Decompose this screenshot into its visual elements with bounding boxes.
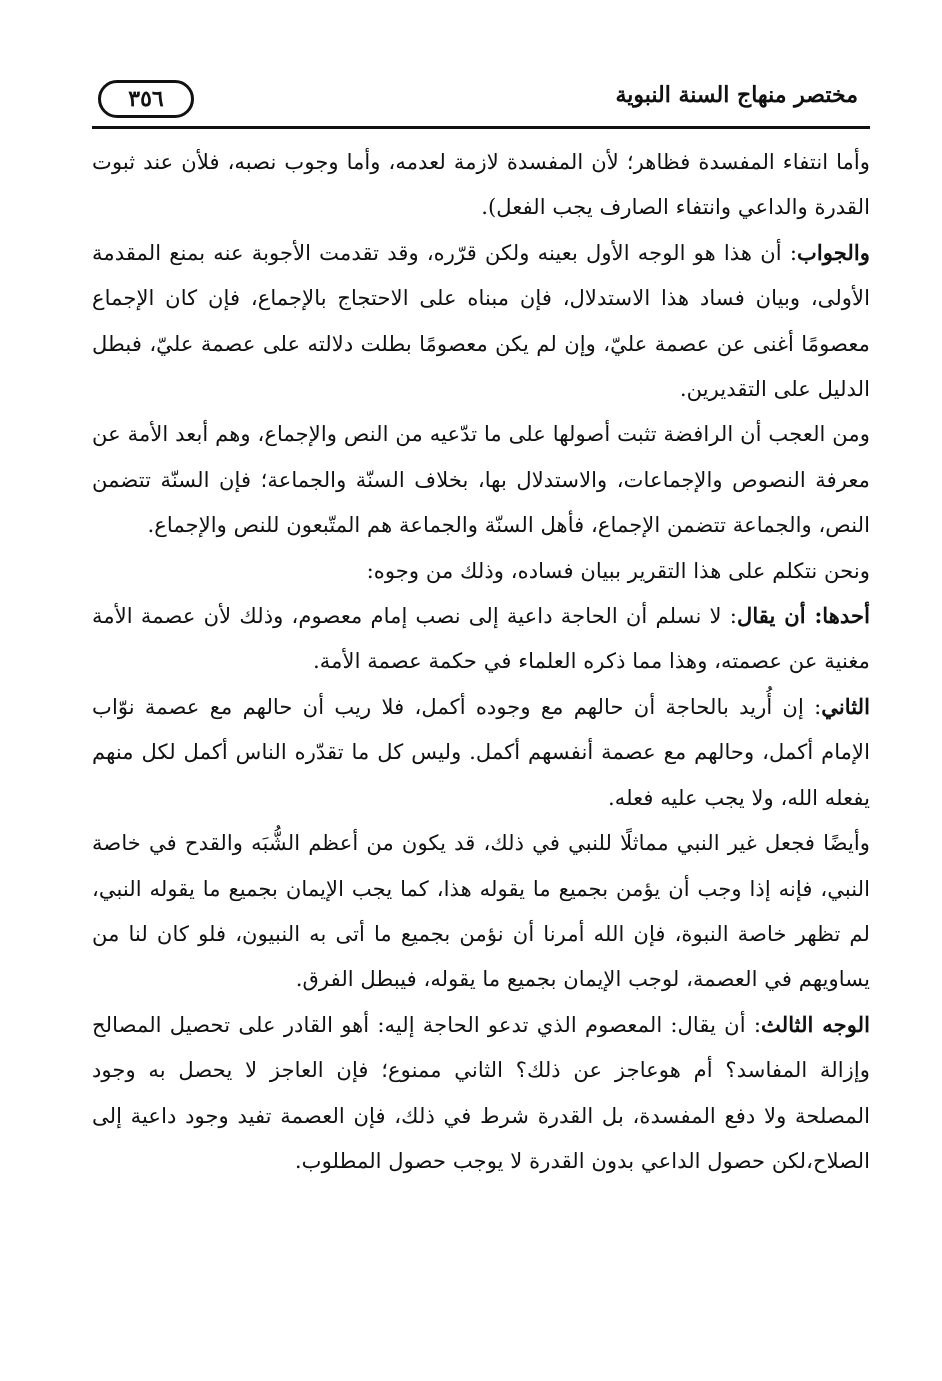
paragraph-text: وأيضًا فجعل غير النبي مماثلًا للنبي في ذلك، قد يكون من أعظم الشُّبَه والقدح في خاصة النبي، فإنه إذا وجب أن يؤمن بجميع ما يقوله هذا، كما يجب الإيمان بجميع ما يقوله النبي، لم تظهر خاصة النبوة، فإن الله أمرنا أن نؤمن بجميع ما أتى به النبيون، فلو كان لنا من يساويهم في العصمة، لوجب الإيمان بجميع ما يقوله، فيبطل الفرق. (92, 830, 870, 992)
paragraph-text: : لا نسلم أن الحاجة داعية إلى نصب إمام معصوم، وذلك لأن عصمة الأمة مغنية عن عصمته، وهذا مما ذكره العلماء في حكمة عصمة الأمة. (92, 603, 870, 674)
paragraph-lead: الثاني (821, 693, 870, 719)
paragraph (92, 548, 870, 593)
paragraph-lead: أحدها: أن يقال (736, 603, 870, 629)
page-header (92, 78, 870, 129)
paragraph-text: ومن العجب أن الرافضة تثبت أصولها على ما تدّعيه من النص والإجماع، وهم أبعد الأمة عن معرفة النصوص والإجماعات، والاستدلال بها، بخلاف السنّة والجماعة؛ فإن السنّة تتضمن النص، والجماعة تتضمن الإجماع، فأهل السنّة والجماعة هم المتّبعون للنص والإجماع. (92, 421, 870, 538)
paragraph-text: وأما انتفاء المفسدة فظاهر؛ لأن المفسدة لازمة لعدمه، وأما وجوب نصبه، فلأن عند ثبوت القدرة والداعي وانتفاء الصارف يجب الفعل). (92, 149, 870, 220)
paragraph (92, 820, 870, 1002)
paragraph (92, 593, 870, 684)
book-page (92, 78, 870, 1328)
paragraph-text: : إن أُريد بالحاجة أن حالهم مع وجوده أكمل، فلا ريب أن حالهم مع عصمة نوّاب الإمام أكمل، وحالهم مع عصمة أنفسهم أكمل. وليس كل ما تقدّره الناس أكمل لكل منهم يفعله الله، ولا يجب عليه فعله. (92, 693, 870, 810)
page-number: ٣٥٦ (128, 86, 164, 112)
paragraph-text: : أن هذا هو الوجه الأول بعينه ولكن قرّره، وقد تقدمت الأجوبة عنه بمنع المقدمة الأولى، وبيان فساد هذا الاستدلال، فإن مبناه على الاحتجاج بالإجماع، فإن كان الإجماع معصومًا أغنى عن عصمة عليّ، وإن لم يكن معصومًا بطلت دلالته على عصمة عليّ، فبطل الدليل على التقديرين. (92, 239, 870, 402)
paragraph-lead: والجواب (796, 239, 870, 265)
page-number-badge (98, 80, 194, 118)
paragraph-text: ونحن نتكلم على هذا التقرير ببيان فساده، وذلك من وجوه: (366, 557, 870, 583)
page-body (92, 139, 870, 1183)
paragraph-lead: الوجه الثالث (760, 1011, 870, 1037)
paragraph (92, 230, 870, 412)
book-title: مختصر منهاج السنة النبوية (615, 82, 858, 108)
paragraph (92, 1002, 870, 1184)
paragraph-text: : أن يقال: المعصوم الذي تدعو الحاجة إليه: أهو القادر على تحصيل المصالح وإزالة المفاسد؟ أم هوعاجز عن ذلك؟ الثاني ممنوع؛ فإن العاجز لا يحصل به وجود المصلحة ولا دفع المفسدة، بل القدرة شرط في ذلك، فإن العصمة تفيد وجود داعية إلى الصلاح،لكن حصول الداعي بدون القدرة لا يوجب حصول المطلوب. (92, 1011, 870, 1173)
paragraph (92, 411, 870, 547)
paragraph (92, 139, 870, 230)
paragraph (92, 684, 870, 820)
